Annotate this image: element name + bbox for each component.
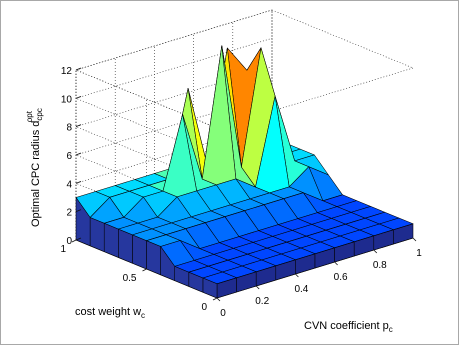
surface-skirt-face	[132, 235, 146, 269]
top-edge	[272, 10, 413, 68]
y-tick-label: 0.5	[122, 273, 137, 284]
z-tick-label: 2	[66, 207, 72, 219]
z-tick-label: 6	[66, 151, 72, 162]
x-tick-label: 1	[416, 248, 422, 259]
z-tick-label: 10	[60, 94, 72, 106]
y-tick-label: 0	[201, 302, 207, 313]
z-tick-label: 4	[66, 179, 72, 191]
z-tick-label: 8	[66, 122, 72, 134]
z-tick-mark	[76, 181, 81, 183]
x-tick-label: 0.8	[372, 260, 387, 271]
x-tick-mark	[295, 274, 298, 277]
surface-skirt-face	[90, 218, 104, 252]
surface-plot	[1, 1, 458, 344]
y-tick-mark	[143, 269, 147, 271]
x-tick-label: 0.6	[333, 272, 348, 283]
x-tick-mark	[413, 238, 416, 241]
surface-skirt-face	[118, 229, 132, 263]
x-axis-label: CVN coefficient $p_c$	[304, 320, 393, 334]
z-tick-label: 0	[66, 236, 72, 247]
x-tick-label: 0	[220, 308, 226, 319]
z-axis-label: Optimal CPC radius $d_{cpc}opt$	[25, 108, 44, 227]
x-tick-label: 0.4	[294, 284, 309, 295]
x-tick-mark	[374, 250, 377, 253]
surface-skirt-face	[104, 223, 118, 257]
x-tick-mark	[335, 262, 338, 265]
y-tick-mark	[72, 240, 76, 242]
z-tick-label: 12	[60, 66, 72, 77]
y-tick-mark	[213, 298, 217, 300]
x-tick-mark	[256, 286, 259, 289]
z-tick-mark	[76, 96, 81, 98]
y-axis-label: cost weight $w_c$	[75, 306, 146, 320]
y-tick-label: 1	[60, 244, 66, 255]
surface-skirt-face	[147, 241, 161, 275]
x-tick-label: 0.2	[255, 296, 270, 307]
x-tick-mark	[217, 298, 220, 301]
